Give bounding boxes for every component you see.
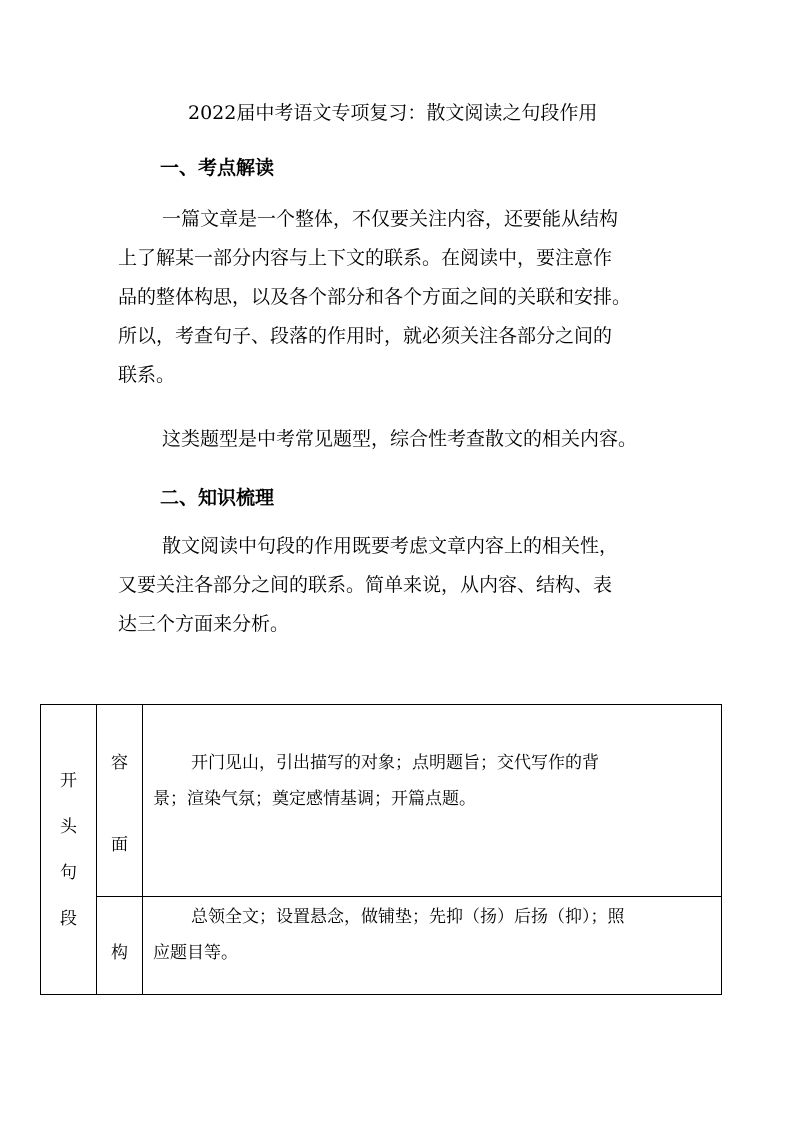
aspect-label: 构	[111, 943, 128, 963]
paragraph-line: 达三个方面来分析。	[118, 613, 290, 635]
aspect-spacer	[97, 781, 142, 827]
paragraph-line: 又要关注各部分之间的联系。简单来说，从内容、结构、表	[118, 574, 613, 596]
aspect-label: 面	[111, 835, 128, 855]
paragraph-line: 一篇文章是一个整体，不仅要关注内容，还要能从结构	[162, 208, 619, 230]
paragraph-exam-point	[118, 200, 678, 395]
content-cell-content	[143, 705, 722, 897]
aspect-cell-structure	[97, 897, 143, 995]
category-char: 头	[60, 816, 77, 837]
paragraph-line: 上了解某一部分内容与上下文的联系。在阅读中，要注意作	[118, 247, 613, 269]
paragraph-line: 散文阅读中句段的作用既要考虑文章内容上的相关性，	[162, 535, 619, 557]
aspect-label: 容	[111, 753, 128, 773]
aspect-cell-content	[97, 705, 143, 897]
category-char: 句	[60, 862, 77, 883]
category-char: 开	[60, 770, 77, 791]
paragraph-knowledge	[118, 527, 678, 644]
section-heading-2: 二、知识梳理	[160, 487, 275, 509]
document-title: 2022届中考语文专项复习：散文阅读之句段作用	[188, 102, 598, 124]
category-char: 段	[60, 908, 77, 929]
paragraph-line: 所以，考查句子、段落的作用时，就必须关注各部分之间的	[118, 325, 613, 347]
function-table	[40, 704, 722, 995]
cell-line: 应题目等。	[153, 943, 238, 963]
cell-line: 开门见山，引出描写的对象；点明题旨；交代写作的背	[191, 753, 599, 773]
paragraph-question-type	[118, 420, 678, 459]
section-heading-1: 一、考点解读	[160, 157, 275, 179]
paragraph-line: 品的整体构思，以及各个部分和各个方面之间的关联和安排。	[118, 286, 632, 308]
category-cell-opening	[41, 705, 97, 995]
content-cell-structure	[143, 897, 722, 995]
cell-line: 景；渲染气氛；奠定感情基调；开篇点题。	[153, 789, 476, 809]
paragraph-line: 联系。	[118, 364, 176, 386]
paragraph-line: 这类题型是中考常见题型，综合性考查散文的相关内容。	[162, 428, 638, 450]
cell-line: 总领全文；设置悬念，做铺垫；先抑（扬）后扬（抑）；照	[191, 907, 625, 927]
